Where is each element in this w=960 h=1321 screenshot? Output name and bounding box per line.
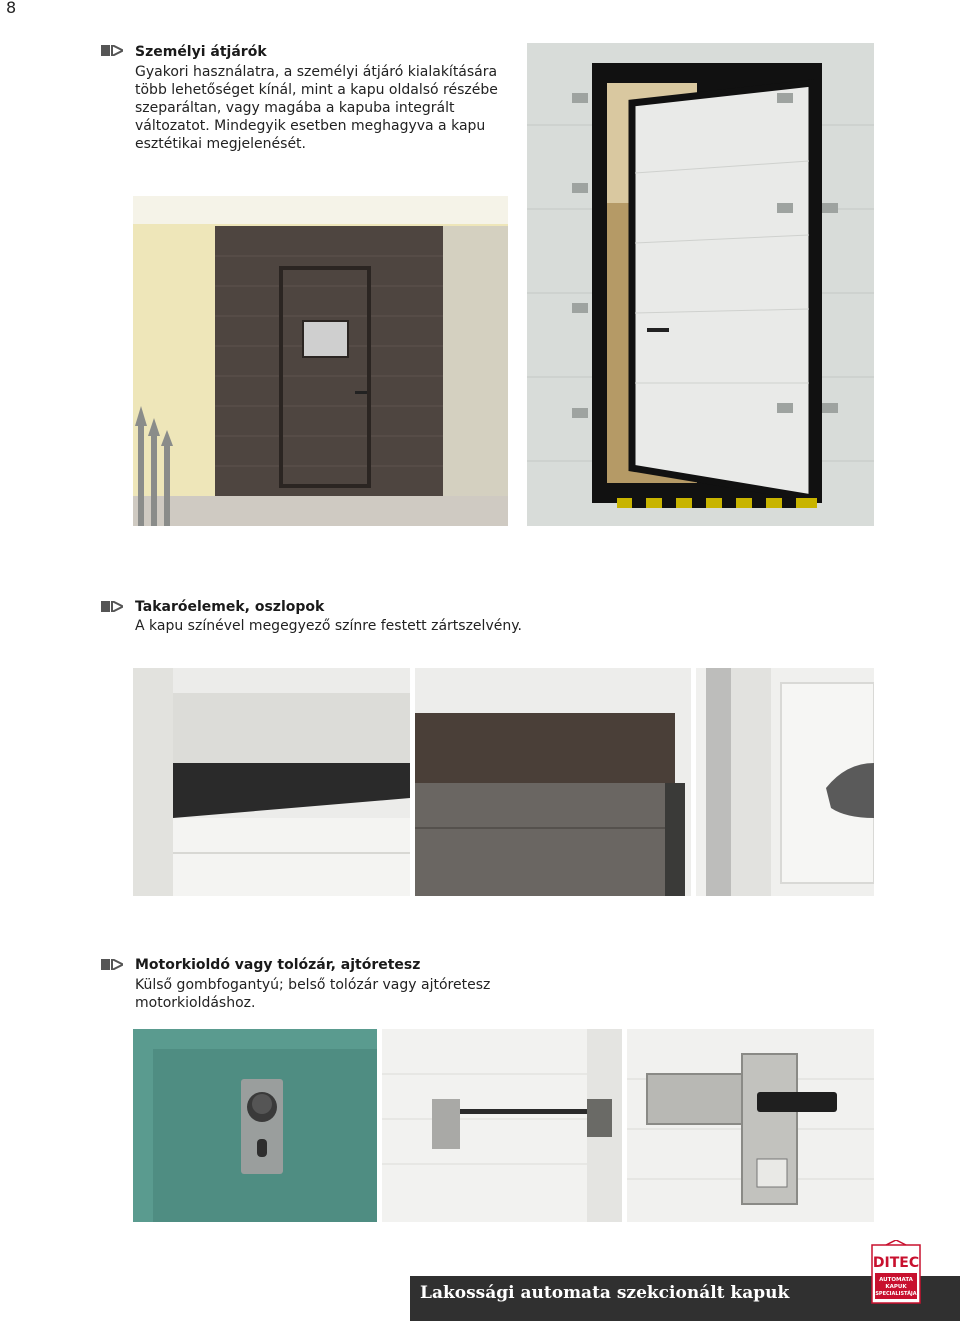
- photo-open-personal-door: [527, 43, 874, 526]
- section-arrow-icon: [101, 45, 123, 56]
- logo-brand: DITEC: [872, 1255, 920, 1271]
- text-line: motorkioldáshoz.: [135, 995, 256, 1011]
- logo-line1: AUTOMATA: [879, 1277, 913, 1283]
- logo-line3: SPECIALISTÁJA: [875, 1291, 917, 1297]
- photo-knob-handle: [133, 1029, 377, 1222]
- photo-garage-integrated-door: [133, 196, 508, 526]
- section-title-release-lock: Motorkioldó vagy tolózár, ajtóretesz: [135, 957, 421, 973]
- logo-line2: KAPUK: [885, 1284, 907, 1290]
- text-line: több lehetőséget kínál, mint a kapu oldalsó részébe: [135, 82, 498, 98]
- section-arrow-icon: [101, 959, 123, 970]
- section-title-personal-door: Személyi átjárók: [135, 44, 267, 60]
- section-arrow-icon: [101, 601, 123, 612]
- footer-title: Lakossági automata szekcionált kapuk: [420, 1283, 790, 1303]
- text-line: A kapu színével megegyező színre festett zártszelvény.: [135, 618, 522, 634]
- section-text-release-lock: [135, 976, 490, 1012]
- text-line: Gyakori használatra, a személyi átjáró kialakítására: [135, 64, 498, 80]
- section-text-cover-elements: [135, 617, 522, 635]
- photo-white-header-cover: [133, 668, 410, 896]
- photo-side-post-cover: [696, 668, 874, 896]
- photo-door-latch: [627, 1029, 874, 1222]
- text-line: szeparáltan, vagy magába a kapuba integrált: [135, 100, 455, 116]
- section-title-cover-elements: Takaróelemek, oszlopok: [135, 599, 325, 615]
- text-line: esztétikai megjelenését.: [135, 136, 306, 152]
- ditec-logo: [868, 1240, 924, 1304]
- text-line: Külső gombfogantyú; belső tolózár vagy ajtóretesz: [135, 977, 491, 993]
- photo-brown-header-cover: [415, 668, 691, 896]
- page-number: 8: [6, 0, 17, 17]
- section-text-personal-door: [135, 63, 498, 153]
- photo-slide-bolt: [382, 1029, 622, 1222]
- text-line: változatot. Mindegyik esetben meghagyva a kapu: [135, 118, 486, 134]
